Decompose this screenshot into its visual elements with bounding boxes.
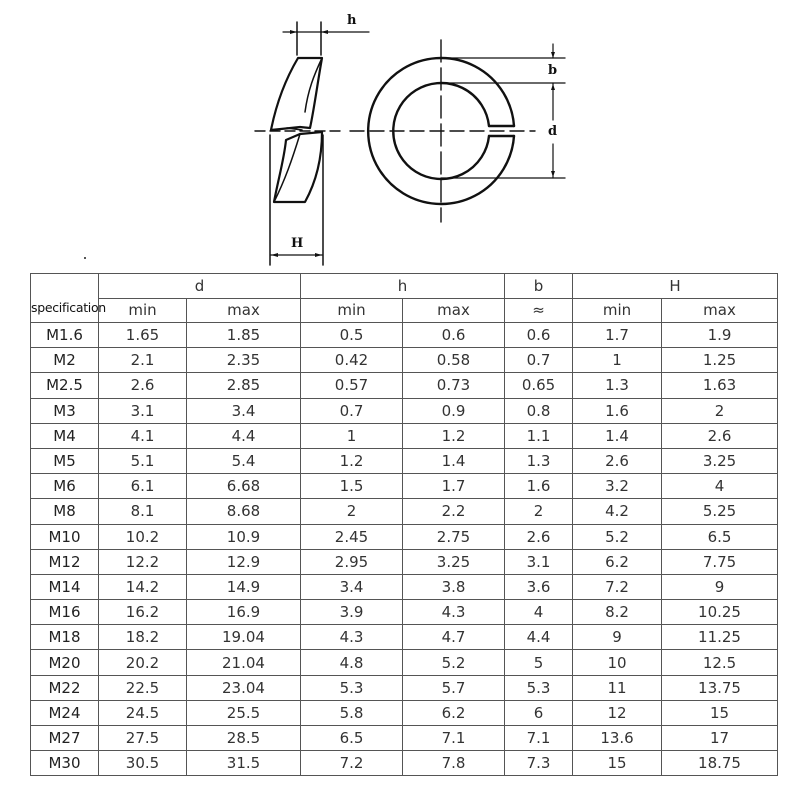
cell-b-approx: 1.1 xyxy=(505,423,573,448)
cell-H-max: 9 xyxy=(662,574,778,599)
H-dimension-label: H xyxy=(291,236,304,251)
table-row xyxy=(31,600,778,625)
cell-h-max: 0.58 xyxy=(403,348,505,373)
cell-h-max: 7.1 xyxy=(403,726,505,751)
sub-header-H-max: max xyxy=(662,298,778,323)
cell-h-min: 1.5 xyxy=(301,474,403,499)
cell-h-max: 5.2 xyxy=(403,650,505,675)
cell-h-max: 6.2 xyxy=(403,700,505,725)
cell-H-min: 11 xyxy=(573,675,662,700)
cell-b-approx: 7.1 xyxy=(505,726,573,751)
cell-h-min: 4.8 xyxy=(301,650,403,675)
sub-header-H-min: min xyxy=(573,298,662,323)
cell-h-min: 5.8 xyxy=(301,700,403,725)
cell-h-min: 0.5 xyxy=(301,323,403,348)
cell-d-min: 8.1 xyxy=(99,499,187,524)
sub-header-d-max: max xyxy=(187,298,301,323)
cell-h-max: 3.8 xyxy=(403,574,505,599)
cell-h-max: 3.25 xyxy=(403,549,505,574)
cell-H-max: 3.25 xyxy=(662,448,778,473)
cell-d-max: 10.9 xyxy=(187,524,301,549)
cell-b-approx: 7.3 xyxy=(505,751,573,776)
cell-d-max: 12.9 xyxy=(187,549,301,574)
spec-cell: M16 xyxy=(31,600,99,625)
cell-b-approx: 2 xyxy=(505,499,573,524)
cell-d-min: 16.2 xyxy=(99,600,187,625)
table-row xyxy=(31,700,778,725)
table-row xyxy=(31,398,778,423)
cell-H-max: 10.25 xyxy=(662,600,778,625)
cell-H-min: 7.2 xyxy=(573,574,662,599)
cell-d-max: 31.5 xyxy=(187,751,301,776)
table-row xyxy=(31,650,778,675)
cell-b-approx: 0.65 xyxy=(505,373,573,398)
spec-cell: M2 xyxy=(31,348,99,373)
sub-header-b-approx: ≈ xyxy=(505,298,573,323)
cell-H-max: 13.75 xyxy=(662,675,778,700)
cell-h-min: 7.2 xyxy=(301,751,403,776)
cell-b-approx: 3.6 xyxy=(505,574,573,599)
spec-cell: M10 xyxy=(31,524,99,549)
spec-cell: M20 xyxy=(31,650,99,675)
table-row xyxy=(31,524,778,549)
cell-H-min: 10 xyxy=(573,650,662,675)
table-row xyxy=(31,373,778,398)
cell-h-min: 2 xyxy=(301,499,403,524)
cell-h-min: 0.7 xyxy=(301,398,403,423)
cell-d-min: 20.2 xyxy=(99,650,187,675)
table-row xyxy=(31,726,778,751)
spec-cell: M30 xyxy=(31,751,99,776)
washer-drawing xyxy=(0,0,800,270)
cell-H-max: 4 xyxy=(662,474,778,499)
cell-H-max: 6.5 xyxy=(662,524,778,549)
cell-b-approx: 0.8 xyxy=(505,398,573,423)
spec-cell: M1.6 xyxy=(31,323,99,348)
cell-h-max: 4.3 xyxy=(403,600,505,625)
cell-d-min: 6.1 xyxy=(99,474,187,499)
cell-d-min: 2.6 xyxy=(99,373,187,398)
cell-d-min: 22.5 xyxy=(99,675,187,700)
cell-H-max: 17 xyxy=(662,726,778,751)
cell-H-max: 15 xyxy=(662,700,778,725)
spec-cell: M2.5 xyxy=(31,373,99,398)
cell-H-max: 5.25 xyxy=(662,499,778,524)
cell-h-max: 5.7 xyxy=(403,675,505,700)
cell-H-min: 1.6 xyxy=(573,398,662,423)
spring-washer-diagram xyxy=(0,0,800,270)
cell-h-min: 4.3 xyxy=(301,625,403,650)
table-row xyxy=(31,348,778,373)
cell-b-approx: 5.3 xyxy=(505,675,573,700)
sub-header-d-min: min xyxy=(99,298,187,323)
spec-cell: M12 xyxy=(31,549,99,574)
cell-d-max: 19.04 xyxy=(187,625,301,650)
table-row xyxy=(31,499,778,524)
spec-cell: M22 xyxy=(31,675,99,700)
cell-H-min: 9 xyxy=(573,625,662,650)
cell-b-approx: 4 xyxy=(505,600,573,625)
cell-H-max: 2.6 xyxy=(662,423,778,448)
cell-H-min: 6.2 xyxy=(573,549,662,574)
cell-d-min: 4.1 xyxy=(99,423,187,448)
spring-washer-spec-table xyxy=(30,273,778,776)
cell-h-max: 1.7 xyxy=(403,474,505,499)
cell-h-min: 3.4 xyxy=(301,574,403,599)
cell-h-max: 7.8 xyxy=(403,751,505,776)
cell-h-min: 6.5 xyxy=(301,726,403,751)
cell-d-min: 3.1 xyxy=(99,398,187,423)
table-row xyxy=(31,448,778,473)
spec-cell: M3 xyxy=(31,398,99,423)
cell-h-min: 1 xyxy=(301,423,403,448)
cell-d-max: 5.4 xyxy=(187,448,301,473)
sub-header-row xyxy=(31,298,778,323)
cell-b-approx: 6 xyxy=(505,700,573,725)
cell-H-min: 4.2 xyxy=(573,499,662,524)
cell-h-min: 0.42 xyxy=(301,348,403,373)
d-dimension-label: d xyxy=(548,124,558,139)
b-dimension-label: b xyxy=(548,63,558,78)
cell-H-max: 1.63 xyxy=(662,373,778,398)
table-row xyxy=(31,474,778,499)
cell-h-max: 2.2 xyxy=(403,499,505,524)
spec-cell: M8 xyxy=(31,499,99,524)
cell-d-max: 4.4 xyxy=(187,423,301,448)
spec-cell: M5 xyxy=(31,448,99,473)
group-header-h: h xyxy=(301,274,505,299)
cell-H-max: 7.75 xyxy=(662,549,778,574)
cell-d-min: 12.2 xyxy=(99,549,187,574)
cell-h-max: 1.4 xyxy=(403,448,505,473)
group-header-d: d xyxy=(99,274,301,299)
cell-d-min: 18.2 xyxy=(99,625,187,650)
cell-d-min: 24.5 xyxy=(99,700,187,725)
cell-d-max: 3.4 xyxy=(187,398,301,423)
cell-H-max: 11.25 xyxy=(662,625,778,650)
cell-d-max: 6.68 xyxy=(187,474,301,499)
cell-b-approx: 0.7 xyxy=(505,348,573,373)
table-row xyxy=(31,323,778,348)
cell-H-min: 8.2 xyxy=(573,600,662,625)
cell-H-max: 18.75 xyxy=(662,751,778,776)
cell-H-min: 1 xyxy=(573,348,662,373)
cell-h-max: 0.6 xyxy=(403,323,505,348)
cell-H-min: 3.2 xyxy=(573,474,662,499)
table-body xyxy=(31,323,778,776)
cell-d-min: 27.5 xyxy=(99,726,187,751)
cell-b-approx: 0.6 xyxy=(505,323,573,348)
sub-header-h-max: max xyxy=(403,298,505,323)
cell-h-max: 0.73 xyxy=(403,373,505,398)
group-header-row xyxy=(31,274,778,299)
h-dimension-label: h xyxy=(347,13,357,28)
cell-b-approx: 5 xyxy=(505,650,573,675)
cell-h-min: 3.9 xyxy=(301,600,403,625)
cell-H-min: 1.3 xyxy=(573,373,662,398)
sub-header-h-min: min xyxy=(301,298,403,323)
spec-cell: M27 xyxy=(31,726,99,751)
spec-cell: M6 xyxy=(31,474,99,499)
cell-d-max: 21.04 xyxy=(187,650,301,675)
cell-b-approx: 1.6 xyxy=(505,474,573,499)
cell-d-max: 8.68 xyxy=(187,499,301,524)
cell-d-max: 25.5 xyxy=(187,700,301,725)
cell-d-min: 10.2 xyxy=(99,524,187,549)
cell-b-approx: 2.6 xyxy=(505,524,573,549)
cell-h-min: 0.57 xyxy=(301,373,403,398)
cell-H-min: 2.6 xyxy=(573,448,662,473)
stray-dot xyxy=(84,257,86,259)
cell-d-max: 2.85 xyxy=(187,373,301,398)
table-row xyxy=(31,423,778,448)
table-row xyxy=(31,751,778,776)
table-row xyxy=(31,549,778,574)
cell-d-min: 2.1 xyxy=(99,348,187,373)
cell-H-min: 1.4 xyxy=(573,423,662,448)
cell-H-min: 1.7 xyxy=(573,323,662,348)
cell-b-approx: 1.3 xyxy=(505,448,573,473)
spec-column-header: specification xyxy=(31,274,99,323)
cell-H-max: 2 xyxy=(662,398,778,423)
cell-h-min: 1.2 xyxy=(301,448,403,473)
cell-H-min: 15 xyxy=(573,751,662,776)
spec-cell: M14 xyxy=(31,574,99,599)
group-header-H: H xyxy=(573,274,778,299)
cell-h-min: 2.95 xyxy=(301,549,403,574)
cell-d-max: 14.9 xyxy=(187,574,301,599)
spec-cell: M24 xyxy=(31,700,99,725)
cell-h-max: 1.2 xyxy=(403,423,505,448)
table-row xyxy=(31,574,778,599)
cell-H-min: 13.6 xyxy=(573,726,662,751)
table-row xyxy=(31,625,778,650)
cell-h-min: 2.45 xyxy=(301,524,403,549)
cell-d-max: 16.9 xyxy=(187,600,301,625)
cell-h-min: 5.3 xyxy=(301,675,403,700)
spec-cell: M18 xyxy=(31,625,99,650)
cell-h-max: 2.75 xyxy=(403,524,505,549)
cell-d-max: 23.04 xyxy=(187,675,301,700)
cell-H-max: 1.9 xyxy=(662,323,778,348)
cell-d-max: 2.35 xyxy=(187,348,301,373)
cell-h-max: 0.9 xyxy=(403,398,505,423)
cell-d-max: 28.5 xyxy=(187,726,301,751)
cell-H-min: 12 xyxy=(573,700,662,725)
table-row xyxy=(31,675,778,700)
cell-H-max: 12.5 xyxy=(662,650,778,675)
cell-b-approx: 4.4 xyxy=(505,625,573,650)
cell-b-approx: 3.1 xyxy=(505,549,573,574)
cell-H-min: 5.2 xyxy=(573,524,662,549)
cell-H-max: 1.25 xyxy=(662,348,778,373)
spec-cell: M4 xyxy=(31,423,99,448)
cell-d-max: 1.85 xyxy=(187,323,301,348)
cell-d-min: 14.2 xyxy=(99,574,187,599)
cell-d-min: 1.65 xyxy=(99,323,187,348)
cell-d-min: 5.1 xyxy=(99,448,187,473)
cell-d-min: 30.5 xyxy=(99,751,187,776)
group-header-b: b xyxy=(505,274,573,299)
cell-h-max: 4.7 xyxy=(403,625,505,650)
